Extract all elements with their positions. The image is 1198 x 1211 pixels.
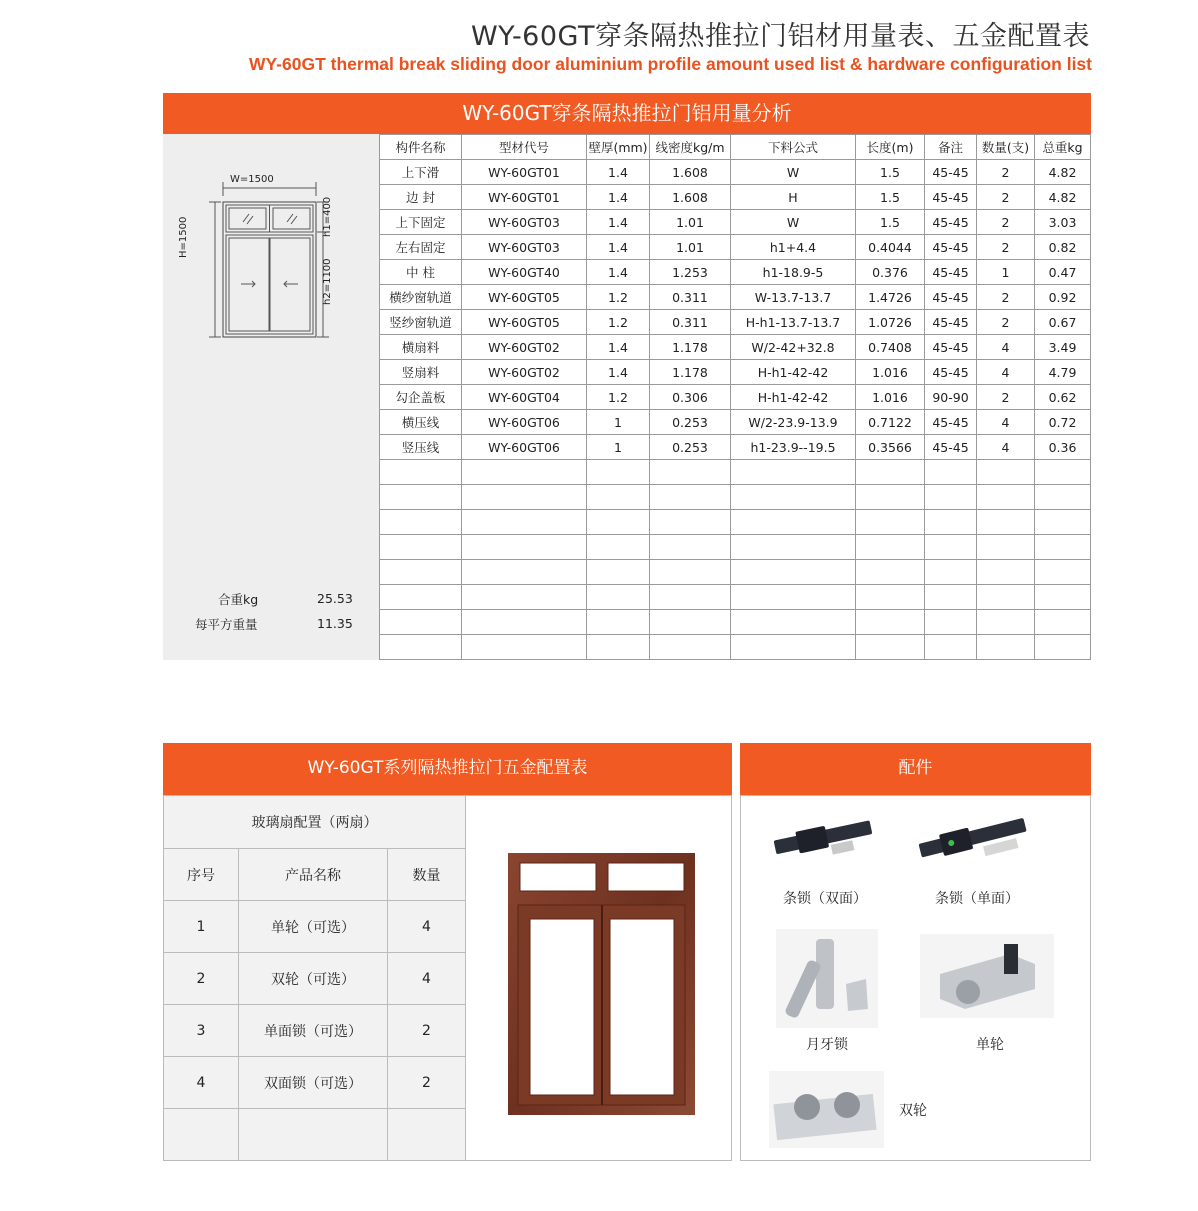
table-cell: WY-60GT02 <box>462 360 587 385</box>
table-cell: 1.4 <box>587 235 650 260</box>
table-cell: 2 <box>164 953 239 1005</box>
empty-cell <box>650 485 731 510</box>
table-cell: 0.253 <box>650 410 731 435</box>
empty-cell <box>587 635 650 660</box>
table-row <box>380 310 1091 335</box>
per-sqm-label: 每平方重量 <box>195 617 258 632</box>
door-diagram <box>163 134 379 660</box>
hardware-banner: WY-60GT系列隔热推拉门五金配置表 <box>163 743 732 795</box>
empty-cell <box>977 610 1035 635</box>
empty-cell <box>380 510 462 535</box>
empty-cell <box>731 635 856 660</box>
table-cell: 1.4 <box>587 160 650 185</box>
table-cell: 左右固定 <box>380 235 462 260</box>
table-cell: WY-60GT03 <box>462 210 587 235</box>
table-cell: H-h1-42-42 <box>731 385 856 410</box>
window-product-image <box>508 853 695 1115</box>
empty-cell <box>977 585 1035 610</box>
table-cell: WY-60GT03 <box>462 235 587 260</box>
empty-cell <box>856 485 925 510</box>
table-cell: 0.7122 <box>856 410 925 435</box>
empty-row <box>380 635 1091 660</box>
table-row <box>380 385 1091 410</box>
total-weight-value: 25.53 <box>317 591 353 606</box>
table-cell: 45-45 <box>925 260 977 285</box>
empty-cell <box>650 460 731 485</box>
table-cell: 3 <box>164 1005 239 1057</box>
per-sqm-value: 11.35 <box>317 616 353 631</box>
table-cell: 2 <box>388 1005 466 1057</box>
table-cell: 4 <box>388 953 466 1005</box>
empty-cell <box>977 485 1035 510</box>
table-cell: WY-60GT01 <box>462 160 587 185</box>
table-cell: WY-60GT06 <box>462 410 587 435</box>
table-cell: 4 <box>977 360 1035 385</box>
empty-cell <box>587 535 650 560</box>
empty-cell <box>731 535 856 560</box>
empty-cell <box>587 510 650 535</box>
empty-cell <box>380 535 462 560</box>
table-cell: h1+4.4 <box>731 235 856 260</box>
table-cell: 4 <box>164 1057 239 1109</box>
empty-cell <box>977 535 1035 560</box>
empty-cell <box>856 460 925 485</box>
table-cell: 0.253 <box>650 435 731 460</box>
table-cell: 45-45 <box>925 185 977 210</box>
table-cell: 1.178 <box>650 360 731 385</box>
column-header: 备注 <box>925 135 977 160</box>
table-cell: 45-45 <box>925 160 977 185</box>
table-cell: H-h1-42-42 <box>731 360 856 385</box>
empty-cell <box>977 560 1035 585</box>
table-row <box>380 410 1091 435</box>
table-cell: 横压线 <box>380 410 462 435</box>
column-header: 长度(m) <box>856 135 925 160</box>
table-cell: 竖压线 <box>380 435 462 460</box>
table-cell: 0.376 <box>856 260 925 285</box>
table-cell: 竖纱窗轨道 <box>380 310 462 335</box>
h2-label: h2=1100 <box>322 258 333 305</box>
empty-cell <box>1035 485 1091 510</box>
table-cell: 4 <box>388 901 466 953</box>
table-cell: 0.306 <box>650 385 731 410</box>
empty-cell <box>731 510 856 535</box>
empty-cell <box>856 635 925 660</box>
empty-cell <box>856 585 925 610</box>
empty-cell <box>1035 610 1091 635</box>
table-cell: 1.4 <box>587 185 650 210</box>
table-cell: 双轮（可选） <box>239 953 388 1005</box>
height-label: H=1500 <box>178 216 189 258</box>
table-cell: 勾企盖板 <box>380 385 462 410</box>
table-cell: 45-45 <box>925 310 977 335</box>
table-row <box>164 901 466 953</box>
empty-cell <box>925 510 977 535</box>
empty-cell <box>587 610 650 635</box>
empty-cell <box>1035 460 1091 485</box>
crescent-lock-image <box>776 929 878 1028</box>
empty-cell <box>650 560 731 585</box>
table-cell: 45-45 <box>925 410 977 435</box>
empty-cell <box>650 585 731 610</box>
empty-cell <box>462 560 587 585</box>
empty-cell <box>380 585 462 610</box>
h1-label: h1=400 <box>322 196 333 237</box>
table-cell: W/2-23.9-13.9 <box>731 410 856 435</box>
table-cell: 2 <box>388 1057 466 1109</box>
empty-cell <box>587 485 650 510</box>
table-cell: WY-60GT06 <box>462 435 587 460</box>
empty-row <box>380 610 1091 635</box>
table-cell: WY-60GT40 <box>462 260 587 285</box>
single-lock-image <box>916 808 1036 878</box>
empty-cell <box>925 535 977 560</box>
column-header: 线密度kg/m <box>650 135 731 160</box>
width-label: W=1500 <box>230 174 274 185</box>
accessory-label-single-wheel: 单轮 <box>976 1037 1004 1053</box>
table-cell: 4.82 <box>1035 185 1091 210</box>
empty-cell <box>1035 510 1091 535</box>
profile-header-row <box>380 135 1091 160</box>
hardware-header-row <box>164 849 466 901</box>
table-cell: 1.2 <box>587 385 650 410</box>
table-cell: 0.3566 <box>856 435 925 460</box>
table-row <box>380 260 1091 285</box>
table-cell: WY-60GT01 <box>462 185 587 210</box>
table-cell: 4 <box>977 335 1035 360</box>
profile-banner: WY-60GT穿条隔热推拉门铝用量分析 <box>163 93 1091 134</box>
empty-cell <box>925 610 977 635</box>
table-cell: 0.62 <box>1035 385 1091 410</box>
table-cell: 45-45 <box>925 435 977 460</box>
table-cell: 4.82 <box>1035 160 1091 185</box>
table-cell: 1.5 <box>856 185 925 210</box>
table-cell: 横纱窗轨道 <box>380 285 462 310</box>
column-header: 下料公式 <box>731 135 856 160</box>
empty-cell <box>587 585 650 610</box>
table-cell: 2 <box>977 235 1035 260</box>
empty-cell <box>380 610 462 635</box>
table-cell: W/2-42+32.8 <box>731 335 856 360</box>
empty-cell <box>731 610 856 635</box>
table-cell: 1.4 <box>587 210 650 235</box>
empty-cell <box>731 460 856 485</box>
table-cell: 3.49 <box>1035 335 1091 360</box>
column-header: 产品名称 <box>239 849 388 901</box>
table-cell: 1.4726 <box>856 285 925 310</box>
empty-cell <box>856 535 925 560</box>
table-cell: 4.79 <box>1035 360 1091 385</box>
table-cell: 1.2 <box>587 310 650 335</box>
empty-cell <box>462 485 587 510</box>
hardware-table <box>163 795 466 1161</box>
table-cell: W <box>731 210 856 235</box>
table-row <box>380 235 1091 260</box>
column-header: 数量(支) <box>977 135 1035 160</box>
table-cell: 1.5 <box>856 210 925 235</box>
table-cell: WY-60GT02 <box>462 335 587 360</box>
table-cell: 单面锁（可选） <box>239 1005 388 1057</box>
table-row <box>380 335 1091 360</box>
empty-row <box>380 560 1091 585</box>
table-cell: 2 <box>977 160 1035 185</box>
empty-cell <box>977 510 1035 535</box>
empty-cell <box>388 1109 466 1161</box>
table-cell: 2 <box>977 310 1035 335</box>
accessory-label-double-wheel: 双轮 <box>899 1103 927 1119</box>
table-cell: 1.4 <box>587 335 650 360</box>
empty-cell <box>164 1109 239 1161</box>
column-header: 数量 <box>388 849 466 901</box>
empty-row <box>380 510 1091 535</box>
page-title: WY-60GT穿条隔热推拉门铝材用量表、五金配置表 <box>470 21 1090 52</box>
table-cell: 0.4044 <box>856 235 925 260</box>
page-subtitle: WY-60GT thermal break sliding door aluminium profile amount used list & hardware configuration list <box>248 54 1092 74</box>
empty-cell <box>925 585 977 610</box>
table-cell: 45-45 <box>925 335 977 360</box>
column-header: 总重kg <box>1035 135 1091 160</box>
empty-cell <box>731 560 856 585</box>
empty-cell <box>1035 560 1091 585</box>
accessory-label-single-lock: 条锁（单面） <box>935 891 1019 907</box>
single-wheel-image <box>920 934 1054 1018</box>
table-cell: 45-45 <box>925 235 977 260</box>
table-row <box>380 160 1091 185</box>
empty-cell <box>977 460 1035 485</box>
table-row <box>380 360 1091 385</box>
table-cell: 1.016 <box>856 385 925 410</box>
empty-cell <box>731 585 856 610</box>
table-cell: 3.03 <box>1035 210 1091 235</box>
empty-row <box>164 1109 466 1161</box>
empty-cell <box>462 510 587 535</box>
table-cell: 1.608 <box>650 185 731 210</box>
empty-cell <box>239 1109 388 1161</box>
table-row <box>380 185 1091 210</box>
table-cell: 0.36 <box>1035 435 1091 460</box>
empty-cell <box>925 635 977 660</box>
table-cell: 2 <box>977 385 1035 410</box>
table-cell: H <box>731 185 856 210</box>
table-row <box>380 435 1091 460</box>
table-cell: 1.0726 <box>856 310 925 335</box>
table-cell: H-h1-13.7-13.7 <box>731 310 856 335</box>
table-cell: 90-90 <box>925 385 977 410</box>
empty-cell <box>925 460 977 485</box>
table-cell: 上下固定 <box>380 210 462 235</box>
table-cell: 1.2 <box>587 285 650 310</box>
table-cell: 1.178 <box>650 335 731 360</box>
empty-cell <box>380 560 462 585</box>
empty-row <box>380 585 1091 610</box>
table-cell: 上下滑 <box>380 160 462 185</box>
column-header: 型材代号 <box>462 135 587 160</box>
empty-cell <box>977 635 1035 660</box>
table-cell: 单轮（可选） <box>239 901 388 953</box>
table-cell: WY-60GT04 <box>462 385 587 410</box>
table-cell: h1-23.9--19.5 <box>731 435 856 460</box>
empty-cell <box>650 610 731 635</box>
table-cell: 45-45 <box>925 210 977 235</box>
empty-cell <box>1035 585 1091 610</box>
empty-cell <box>380 635 462 660</box>
empty-cell <box>587 560 650 585</box>
table-cell: 0.82 <box>1035 235 1091 260</box>
empty-cell <box>856 560 925 585</box>
table-cell: 边 封 <box>380 185 462 210</box>
table-cell: 双面锁（可选） <box>239 1057 388 1109</box>
accessory-label-crescent-lock: 月牙锁 <box>806 1037 848 1053</box>
empty-cell <box>462 585 587 610</box>
empty-cell <box>856 510 925 535</box>
table-cell: 0.47 <box>1035 260 1091 285</box>
accessory-label-double-lock: 条锁（双面） <box>783 891 867 907</box>
table-cell: 1 <box>977 260 1035 285</box>
column-header: 序号 <box>164 849 239 901</box>
empty-row <box>380 535 1091 560</box>
double-lock-image <box>770 812 880 872</box>
empty-cell <box>587 460 650 485</box>
double-wheel-image <box>769 1071 884 1148</box>
table-cell: 2 <box>977 285 1035 310</box>
table-cell: 0.311 <box>650 285 731 310</box>
table-cell: 1 <box>587 410 650 435</box>
empty-cell <box>925 485 977 510</box>
table-cell: 2 <box>977 185 1035 210</box>
table-cell: 45-45 <box>925 285 977 310</box>
table-cell: 竖扇料 <box>380 360 462 385</box>
table-cell: 1.608 <box>650 160 731 185</box>
profile-table <box>379 134 1091 660</box>
table-cell: 2 <box>977 210 1035 235</box>
table-cell: 0.67 <box>1035 310 1091 335</box>
table-cell: 1.01 <box>650 235 731 260</box>
empty-cell <box>650 635 731 660</box>
total-weight-label: 合重kg <box>218 592 259 607</box>
table-cell: 1.01 <box>650 210 731 235</box>
table-cell: 1 <box>164 901 239 953</box>
table-cell: 1.253 <box>650 260 731 285</box>
empty-cell <box>650 510 731 535</box>
table-cell: 0.92 <box>1035 285 1091 310</box>
table-cell: 0.7408 <box>856 335 925 360</box>
empty-row <box>380 485 1091 510</box>
table-cell: 中 柱 <box>380 260 462 285</box>
empty-cell <box>650 535 731 560</box>
table-row <box>380 285 1091 310</box>
table-cell: 4 <box>977 410 1035 435</box>
empty-cell <box>462 610 587 635</box>
empty-cell <box>462 535 587 560</box>
empty-cell <box>925 560 977 585</box>
empty-cell <box>1035 535 1091 560</box>
table-cell: WY-60GT05 <box>462 285 587 310</box>
empty-cell <box>462 460 587 485</box>
table-cell: W <box>731 160 856 185</box>
empty-row <box>380 460 1091 485</box>
table-cell: 0.72 <box>1035 410 1091 435</box>
table-cell: 横扇料 <box>380 335 462 360</box>
table-cell: 0.311 <box>650 310 731 335</box>
column-header: 壁厚(mm) <box>587 135 650 160</box>
table-cell: 1.4 <box>587 360 650 385</box>
empty-cell <box>380 485 462 510</box>
table-cell: 1.5 <box>856 160 925 185</box>
table-row <box>380 210 1091 235</box>
empty-cell <box>856 610 925 635</box>
column-header: 构件名称 <box>380 135 462 160</box>
table-cell: 4 <box>977 435 1035 460</box>
table-cell: h1-18.9-5 <box>731 260 856 285</box>
table-cell: 1.016 <box>856 360 925 385</box>
accessories-banner: 配件 <box>740 743 1091 795</box>
empty-cell <box>731 485 856 510</box>
table-row <box>164 953 466 1005</box>
empty-cell <box>462 635 587 660</box>
table-cell: W-13.7-13.7 <box>731 285 856 310</box>
table-row <box>164 1005 466 1057</box>
config-title: 玻璃扇配置（两扇） <box>164 796 466 849</box>
table-cell: WY-60GT05 <box>462 310 587 335</box>
empty-cell <box>380 460 462 485</box>
table-cell: 45-45 <box>925 360 977 385</box>
table-cell: 1.4 <box>587 260 650 285</box>
table-row <box>164 1057 466 1109</box>
table-cell: 1 <box>587 435 650 460</box>
empty-cell <box>1035 635 1091 660</box>
